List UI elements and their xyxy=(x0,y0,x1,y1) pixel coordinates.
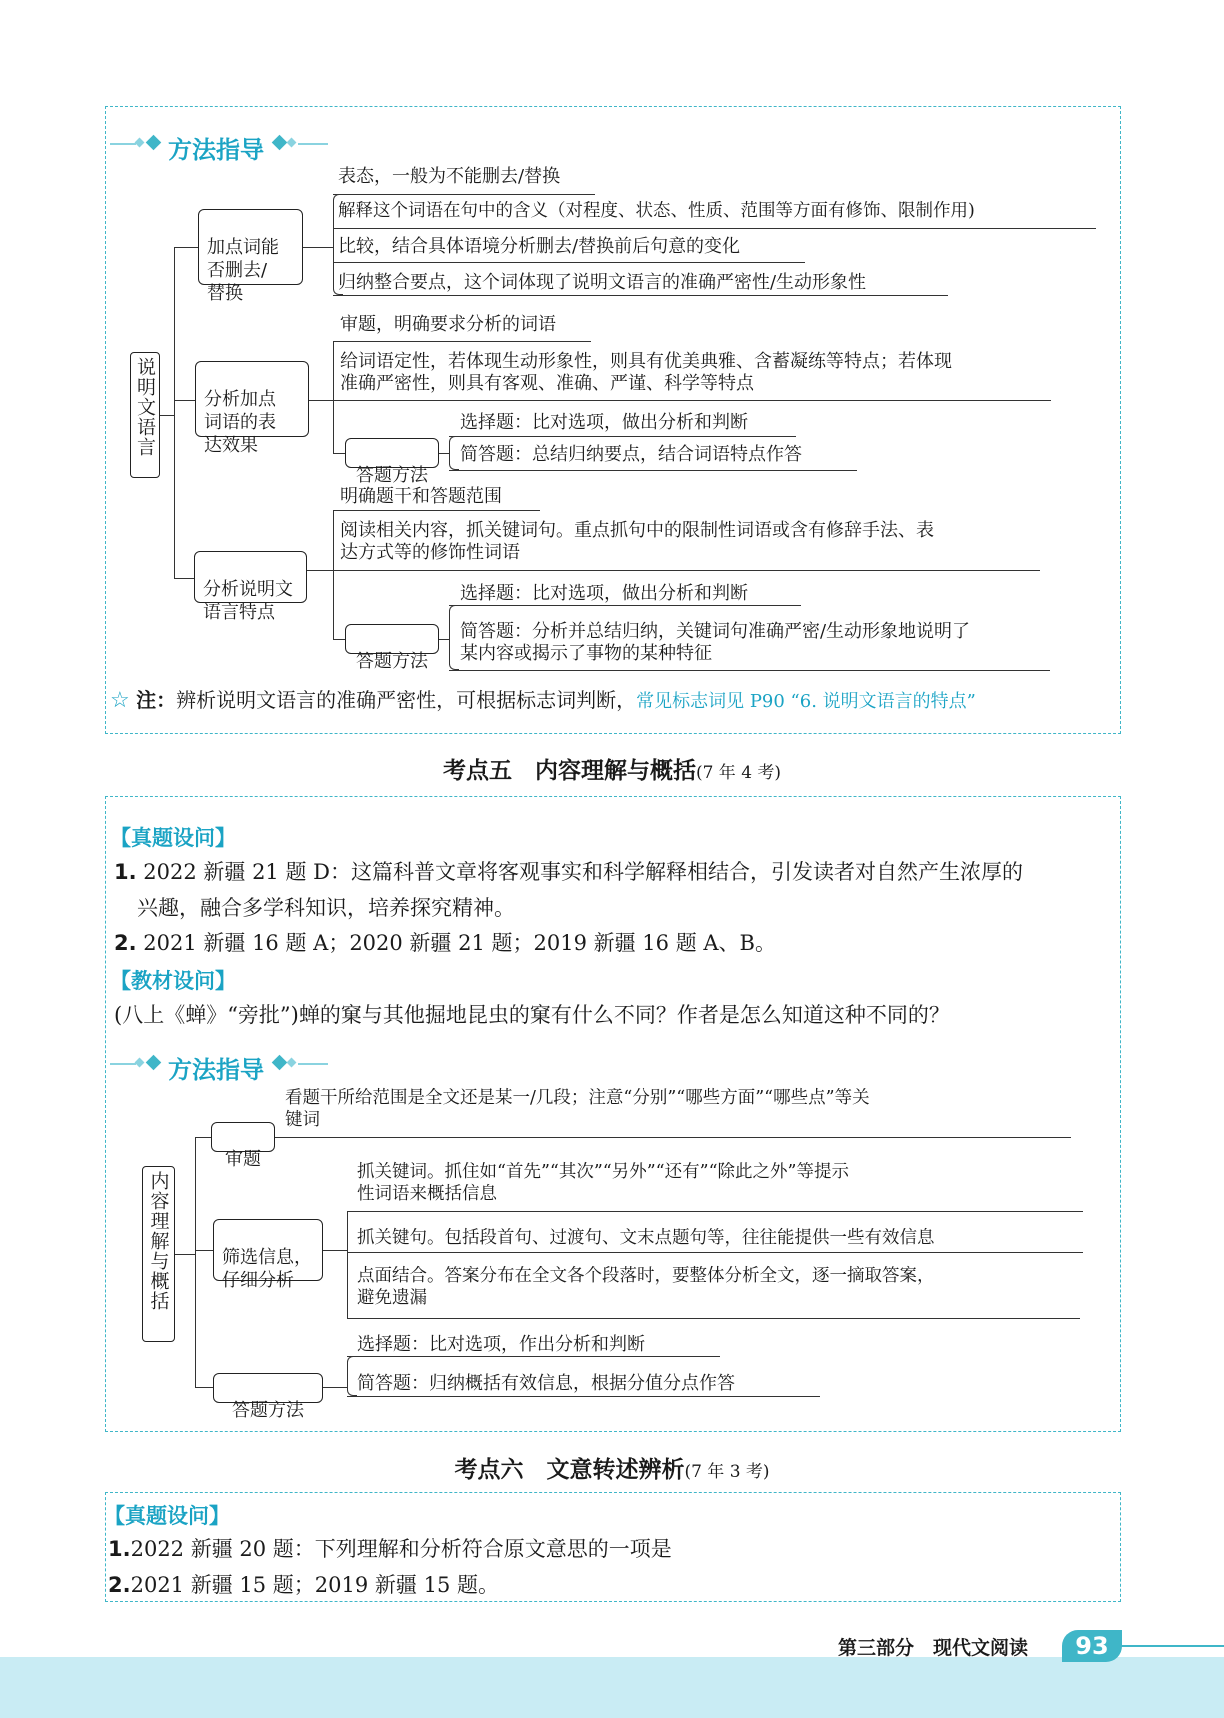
footer-band xyxy=(0,1657,1224,1718)
branch-node-2: 分析加点 词语的表 达效果 xyxy=(195,361,309,437)
question-1-cont: 兴趣，融合多学科知识，培养探究精神。 xyxy=(137,896,515,920)
question-1: 1. 2022 新疆 21 题 D：这篇科普文章将客观事实和科学解释相结合，引发读者对自然产生浓厚的 xyxy=(114,860,1023,884)
b3-answer-leaf-1: 选择题：比对选项，做出分析和判断 xyxy=(460,583,748,604)
tag-real-questions-3: 【真题设问】 xyxy=(104,1504,230,1528)
root-node-1 xyxy=(130,352,160,478)
c1-node: 审题 xyxy=(211,1122,275,1152)
branch-node-1: 加点词能 否删去/ 替换 xyxy=(198,209,303,285)
b1-leaf-4: 归纳整合要点，这个词体现了说明文语言的准确严密性/生动形象性 xyxy=(338,272,867,293)
tag-real-questions: 【真题设问】 xyxy=(110,826,236,850)
question-3-2: 2.2021 新疆 15 题；2019 新疆 15 题。 xyxy=(108,1573,499,1597)
c1-leaf: 看题干所给范围是全文还是某一/几段；注意“分别”“哪些方面”“哪些点”等关 键词 xyxy=(285,1088,870,1130)
c3-leaf-2: 简答题：归纳概括有效信息，根据分值分点作答 xyxy=(357,1373,735,1394)
b3-leaf-2: 阅读相关内容，抓关键词句。重点抓句中的限制性词语或含有修辞手法、表 达方式等的修饰性词语 xyxy=(340,520,934,563)
root-node-2-label: 内容理解与概括 xyxy=(147,1171,170,1311)
b2-answer-leaf-1: 选择题：比对选项，做出分析和判断 xyxy=(460,412,748,433)
root-node-1-label: 说明文语言 xyxy=(134,357,156,457)
c3-node: 答题方法 xyxy=(213,1373,323,1403)
footer-section-label: 第三部分 现代文阅读 xyxy=(838,1637,1029,1659)
tag-textbook-questions: 【教材设问】 xyxy=(110,969,236,993)
method-heading-2: 方法指导 xyxy=(110,1050,330,1078)
question-3-1: 1.2022 新疆 20 题：下列理解和分析符合原文意思的一项是 xyxy=(108,1537,672,1561)
b1-leaf-2: 解释这个词语在句中的含义（对程度、状态、性质、范围等方面有修饰、限制作用) xyxy=(338,201,975,221)
c3-leaf-1: 选择题：比对选项，作出分析和判断 xyxy=(357,1334,645,1355)
note-line: ☆ 注：辨析说明文语言的准确严密性，可根据标志词判断，常见标志词见 P90 “6. 说明文语言的特点” xyxy=(110,688,976,713)
b2-answer-leaf-2: 简答题：总结归纳要点，结合词语特点作答 xyxy=(460,444,802,465)
b2-leaf-2: 给词语定性，若体现生动形象性，则具有优美典雅、含蓄凝练等特点；若体现 准确严密性，则具有客观、准确、严谨、科学等特点 xyxy=(340,351,952,394)
b3-answer-method: 答题方法 xyxy=(345,624,439,654)
root-node-2 xyxy=(142,1166,175,1342)
branch-node-3: 分析说明文 语言特点 xyxy=(194,551,307,603)
footer-line xyxy=(1120,1645,1224,1647)
c2-leaf-2: 抓关键句。包括段首句、过渡句、文末点题句等，往往能提供一些有效信息 xyxy=(357,1228,935,1248)
star-icon: ☆ xyxy=(110,688,130,713)
b2-leaf-1: 审题，明确要求分析的词语 xyxy=(340,314,556,335)
b3-answer-leaf-2: 简答题：分析并总结归纳，关键词句准确严密/生动形象地说明了 某内容或揭示了事物的某种特征 xyxy=(460,621,971,664)
b1-leaf-1: 表态，一般为不能删去/替换 xyxy=(338,166,561,187)
b2-answer-method: 答题方法 xyxy=(345,438,439,468)
page-number: 93 xyxy=(1062,1630,1122,1662)
c2-leaf-1: 抓关键词。抓住如“首先”“其次”“另外”“还有”“除此之外”等提示 性词语来概括信息 xyxy=(357,1162,849,1204)
method-heading-1: 方法指导 xyxy=(110,130,330,158)
textbook-question: (八上《蝉》“旁批”)蝉的窠与其他掘地昆虫的窠有什么不同？作者是怎么知道这种不同的？ xyxy=(114,1003,950,1027)
c2-leaf-3: 点面结合。答案分布在全文各个段落时，要整体分析全文，逐一摘取答案， 避免遗漏 xyxy=(357,1266,935,1308)
b1-leaf-3: 比较，结合具体语境分析删去/替换前后句意的变化 xyxy=(338,236,741,257)
question-2: 2. 2021 新疆 16 题 A；2020 新疆 21 题；2019 新疆 16 题 A、B。 xyxy=(114,931,776,955)
b3-leaf-1: 明确题干和答题范围 xyxy=(340,486,502,507)
c2-node: 筛选信息， 仔细分析 xyxy=(213,1219,323,1281)
section-title-2: 考点五 内容理解与概括(7 年 4 考) xyxy=(442,758,782,784)
section-title-3: 考点六 文意转述辨析(7 年 3 考) xyxy=(454,1457,770,1483)
